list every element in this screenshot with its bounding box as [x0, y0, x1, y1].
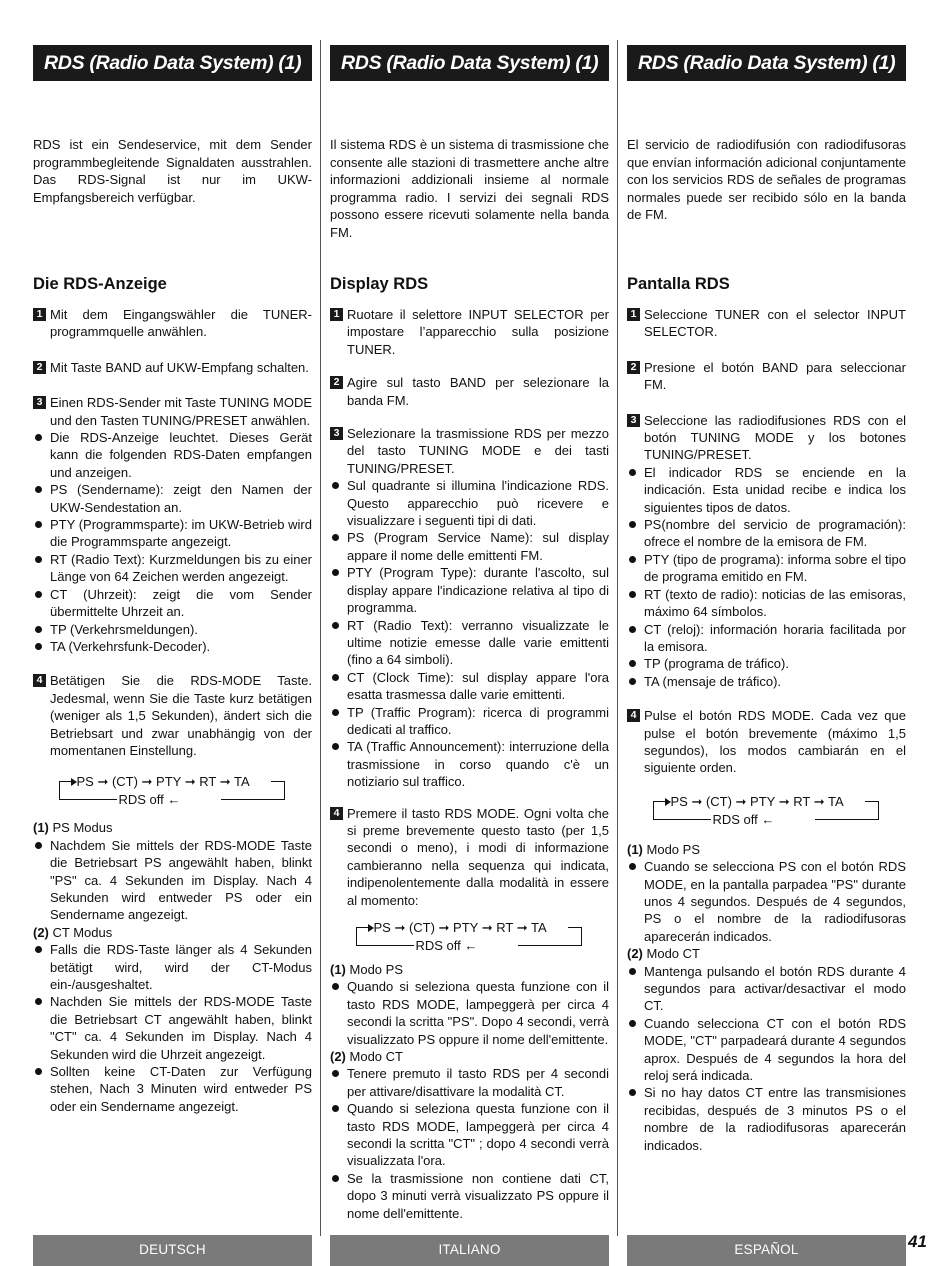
step-number-badge: 2	[627, 361, 640, 374]
list-item: PS (Sendername): zeigt den Namen der UKW-Sendestation an.	[33, 481, 312, 516]
language-footer: ITALIANO	[330, 1235, 609, 1266]
step-text: Einen RDS-Sender mit Taste TUNING MODE und den Tasten TUNING/PRESET anwählen.	[50, 395, 312, 428]
bullet-list	[330, 477, 609, 790]
connector-line	[221, 799, 285, 800]
step-4	[33, 672, 312, 759]
mode-cycle-diagram	[354, 915, 586, 955]
step-3	[33, 394, 312, 429]
rds-off-label: RDS off ←	[415, 938, 478, 953]
step-text: Betätigen Sie die RDS-MODE Taste. Jedesmal, wenn Sie die Taste kurz betätigen (weniger als 1,5 Sekunden), ändert sich die Betriebsart und zwar unabhängig von der momentanen Einstellung.	[50, 673, 312, 758]
connector-line	[878, 801, 879, 819]
connector-line	[815, 819, 879, 820]
bullet-list	[627, 858, 906, 945]
step-number-badge: 1	[33, 308, 46, 321]
rds-off-label: RDS off ←	[118, 792, 181, 808]
subsection-title: (1) Modo PS	[627, 841, 700, 857]
step-number-badge: 1	[627, 308, 640, 321]
list-item: RT (Radio Text): verranno visualizzate le ultime notizie emesse dalle varie emittenti (fino a 64 simboli).	[330, 617, 609, 669]
connector-line	[59, 799, 117, 800]
column-espanol	[627, 0, 906, 1266]
subsection-title: (1) Modo PS	[330, 962, 403, 977]
list-item: Cuando selecciona CT con el botón RDS MODE, "CT" parpadeará durante 4 segundos aprox. Después de 4 segundos la hora del reloj será indicada.	[627, 1015, 906, 1085]
connector-line	[518, 945, 582, 946]
bullet-list	[33, 429, 312, 655]
list-item: TP (Traffic Program): ricerca di programmi dedicati al traffico.	[330, 704, 609, 739]
list-item: RT (texto de radio): noticias de las emisoras, máximo 64 símbolos.	[627, 586, 906, 621]
connector-line	[356, 927, 357, 945]
column-deutsch	[33, 0, 312, 1266]
language-footer: ESPAÑOL	[627, 1235, 906, 1266]
list-item: PTY (tipo de programa): informa sobre el tipo de programa emitido en FM.	[627, 551, 906, 586]
language-footer: DEUTSCH	[33, 1235, 312, 1266]
step-3	[330, 425, 609, 477]
instructions	[627, 306, 906, 1154]
connector-line	[284, 781, 285, 799]
list-item: Nachdem Sie mittels der RDS-MODE Taste die Betriebsart PS angewählt haben, blinkt "PS" ca. 4 Sekunden im Display. Nach 4 Sekunden wird entweder PS oder ein Sendername angezeigt.	[33, 837, 312, 924]
list-item: El indicador RDS se enciende en la indicación. Esta unidad recibe e indica los siguientes tipos de datos.	[627, 464, 906, 516]
step-text: Seleccione las radiodifusiones RDS con el botón TUNING MODE y los botones TUNING/PRESET.	[644, 412, 906, 463]
step-text: Mit Taste BAND auf UKW-Empfang schalten.	[50, 359, 309, 375]
step-number-badge: 4	[33, 674, 46, 687]
connector-line	[653, 819, 711, 820]
bullet-list	[33, 837, 312, 924]
list-item: PS(nombre del servicio de programación): ofrece el nombre de la emisora de FM.	[627, 516, 906, 551]
step-number-badge: 2	[33, 361, 46, 374]
list-item: PTY (Programmsparte): im UKW-Betrieb wird die Programmsparte angezeigt.	[33, 516, 312, 551]
list-item: TP (programa de tráfico).	[627, 655, 906, 672]
list-item: Nachden Sie mittels der RDS-MODE Taste die Betriebsart CT angewählt haben, blinkt "CT" ca. 4 Sekunden im Display. Nach 4 Sekunden wird die Uhrzeit angezeigt.	[33, 993, 312, 1063]
step-number-badge: 4	[627, 709, 640, 722]
list-item: PTY (Program Type): durante l'ascolto, sul display appare l'indicazione relativa al tipo di programma.	[330, 564, 609, 616]
mode-cycle-diagram	[57, 769, 289, 809]
instructions	[330, 306, 609, 1222]
subsection-title: (2) Modo CT	[627, 946, 700, 962]
mode-sequence: PS ➞ (CT) ➞ PTY ➞ RT ➞ TA	[670, 793, 844, 809]
bullet-list	[627, 464, 906, 690]
connector-line	[865, 801, 879, 802]
step-text: Premere il tasto RDS MODE. Ogni volta che si preme brevemente questo tasto (per 1,5 secondi o meno), i modi di informazione cambieranno nella sequenza qui indicata, indipenolentemente dalla modalità in essere al momento:	[347, 805, 609, 908]
subsection-title: (2) CT Modus	[33, 924, 113, 940]
mode-cycle-diagram	[651, 789, 883, 829]
subsection-title: (1) PS Modus	[33, 820, 113, 836]
step-4	[627, 707, 906, 777]
section-banner: RDS (Radio Data System) (1)	[33, 45, 312, 81]
step-text: Pulse el botón RDS MODE. Cada vez que pulse el botón brevemente (máximo 1,5 segundos), los modos cambiarán en el siguiente orden.	[644, 708, 906, 776]
list-item: TA (Verkehrsfunk-Decoder).	[33, 638, 312, 655]
step-number-badge: 4	[330, 807, 343, 820]
intro-paragraph: Il sistema RDS è un sistema di trasmissione che consente alle stazioni di trasmettere anche altre informazioni addizionali insieme al normale programma radio. I servizi dei segnali RDS possono essere ricevuti solamente nella banda FM.	[330, 137, 609, 240]
list-item: Sollten keine CT-Daten zur Verfügung stehen, Nach 3 Minuten wird entweder PS oder ein Sendername angezeigt.	[33, 1063, 312, 1115]
step-text: Seleccione TUNER con el selector INPUT SELECTOR.	[644, 307, 906, 340]
connector-line	[568, 927, 582, 928]
step-1	[33, 306, 312, 341]
step-number-badge: 2	[330, 376, 343, 389]
step-text: Presione el botón BAND para seleccionar FM.	[644, 359, 906, 393]
step-1	[627, 306, 906, 341]
bullet-list	[33, 941, 312, 1115]
intro-paragraph: El servicio de radiodifusión con radiodifusoras que envían información adicional conjuntamente con los servicios RDS de señales de programas normales puede ser recibido sólo en la banda de FM.	[627, 137, 906, 222]
list-item: Falls die RDS-Taste länger als 4 Sekunden betätigt wird, wird der CT-Modus ein-/ausgeshaltet.	[33, 941, 312, 993]
list-item: PS (Program Service Name): sul display appare il nome delle emittenti FM.	[330, 529, 609, 564]
page-number: 41	[908, 1232, 927, 1251]
list-item: Quando si seleziona questa funzione con il tasto RDS MODE, lampeggerà per circa 4 secondi la scritta "CT" ; dopo 4 secondi verrà visualizzata l'ora.	[330, 1100, 609, 1170]
column-divider	[320, 40, 321, 1236]
step-number-badge: 3	[627, 414, 640, 427]
list-item: RT (Radio Text): Kurzmeldungen bis zu einer Länge von 64 Zeichen werden angezeigt.	[33, 551, 312, 586]
intro-paragraph: RDS ist ein Sendeservice, mit dem Sender programmbegleitende Signaldaten ausstrahlen. Das RDS-Signal ist nur im UKW-Empfangsbereich verfügbar.	[33, 137, 312, 205]
step-2	[330, 374, 609, 409]
rds-off-label: RDS off ←	[712, 811, 775, 827]
step-text: Mit dem Eingangswähler die TUNER-programmquelle anwählen.	[50, 307, 312, 340]
list-item: Die RDS-Anzeige leuchtet. Dieses Gerät kann die folgenden RDS-Daten empfangen und anzeigen.	[33, 429, 312, 481]
connector-line	[581, 927, 582, 945]
step-text: Ruotare il selettore INPUT SELECTOR per impostare l’apparecchio sulla posizione TUNER.	[347, 307, 609, 357]
step-2	[33, 359, 312, 376]
step-number-badge: 1	[330, 308, 343, 321]
instructions	[33, 306, 312, 1115]
subsection-title: (2) Modo CT	[330, 1049, 403, 1065]
list-item: Si no hay datos CT entre las transmisiones recibidas, después de 3 minutos PS o el nombre de la radiodifusoras aparecerán indicados.	[627, 1084, 906, 1154]
step-1	[330, 306, 609, 358]
step-text: Selezionare la trasmissione RDS per mezzo del tasto TUNING MODE e dei tasti TUNING/PRESET.	[347, 426, 609, 476]
list-item: Mantenga pulsando el botón RDS durante 4 segundos para activar/desactivar el modo CT.	[627, 963, 906, 1015]
connector-line	[271, 781, 285, 782]
list-item: Cuando se selecciona PS con el botón RDS MODE, en la pantalla parpadea "PS" durante unos 4 segundos. Después de 4 segundos, PS o el nombre de la radiodifusoras aparecerán indicados.	[627, 858, 906, 945]
list-item: Sul quadrante si illumina l'indicazione RDS. Questo apparecchio può ricevere e visualizzare i seguenti tipi di dati.	[330, 477, 609, 529]
section-banner: RDS (Radio Data System) (1)	[627, 45, 906, 81]
connector-line	[653, 801, 654, 819]
list-item: Tenere premuto il tasto RDS per 4 secondi per attivare/disattivare la modalità CT.	[330, 1065, 609, 1100]
list-item: Quando si seleziona questa funzione con il tasto RDS MODE, lampeggerà per circa 4 secondi la scritta "PS". Dopo 4 secondi, verrà visualizzato PS oppure il nome dell'emittente.	[330, 978, 609, 1048]
section-heading: Pantalla RDS	[627, 275, 730, 293]
section-heading: Display RDS	[330, 275, 429, 293]
column-divider	[617, 40, 618, 1236]
list-item: TA (mensaje de tráfico).	[627, 673, 906, 690]
list-item: CT (Clock Time): sul display appare l'ora esatta trasmessa dalle varie emittenti.	[330, 669, 609, 704]
bullet-list	[330, 1065, 609, 1222]
list-item: TA (Traffic Announcement): interruzione della trasmissione in corso quando c'è un notiziario sul traffico.	[330, 738, 609, 790]
bullet-list	[627, 963, 906, 1154]
step-text: Agire sul tasto BAND per selezionare la banda FM.	[347, 375, 609, 408]
section-heading: Die RDS-Anzeige	[33, 275, 167, 293]
bullet-list	[330, 978, 609, 1048]
step-3	[627, 412, 906, 464]
section-banner: RDS (Radio Data System) (1)	[330, 45, 609, 81]
list-item: CT (Uhrzeit): zeigt die vom Sender übermittelte Uhrzeit an.	[33, 586, 312, 621]
connector-line	[356, 945, 414, 946]
mode-sequence: PS ➞ (CT) ➞ PTY ➞ RT ➞ TA	[373, 920, 547, 935]
list-item: Se la trasmissione non contiene dati CT, dopo 3 minuti verrà visualizzato PS oppure il nome dell'emittente.	[330, 1170, 609, 1222]
step-number-badge: 3	[33, 396, 46, 409]
list-item: CT (reloj): información horaria facilitada por la emisora.	[627, 621, 906, 656]
step-4	[330, 805, 609, 909]
column-italiano	[330, 0, 609, 1266]
step-number-badge: 3	[330, 427, 343, 440]
step-2	[627, 359, 906, 394]
connector-line	[59, 781, 60, 799]
list-item: TP (Verkehrsmeldungen).	[33, 621, 312, 638]
mode-sequence: PS ➞ (CT) ➞ PTY ➞ RT ➞ TA	[76, 774, 250, 790]
